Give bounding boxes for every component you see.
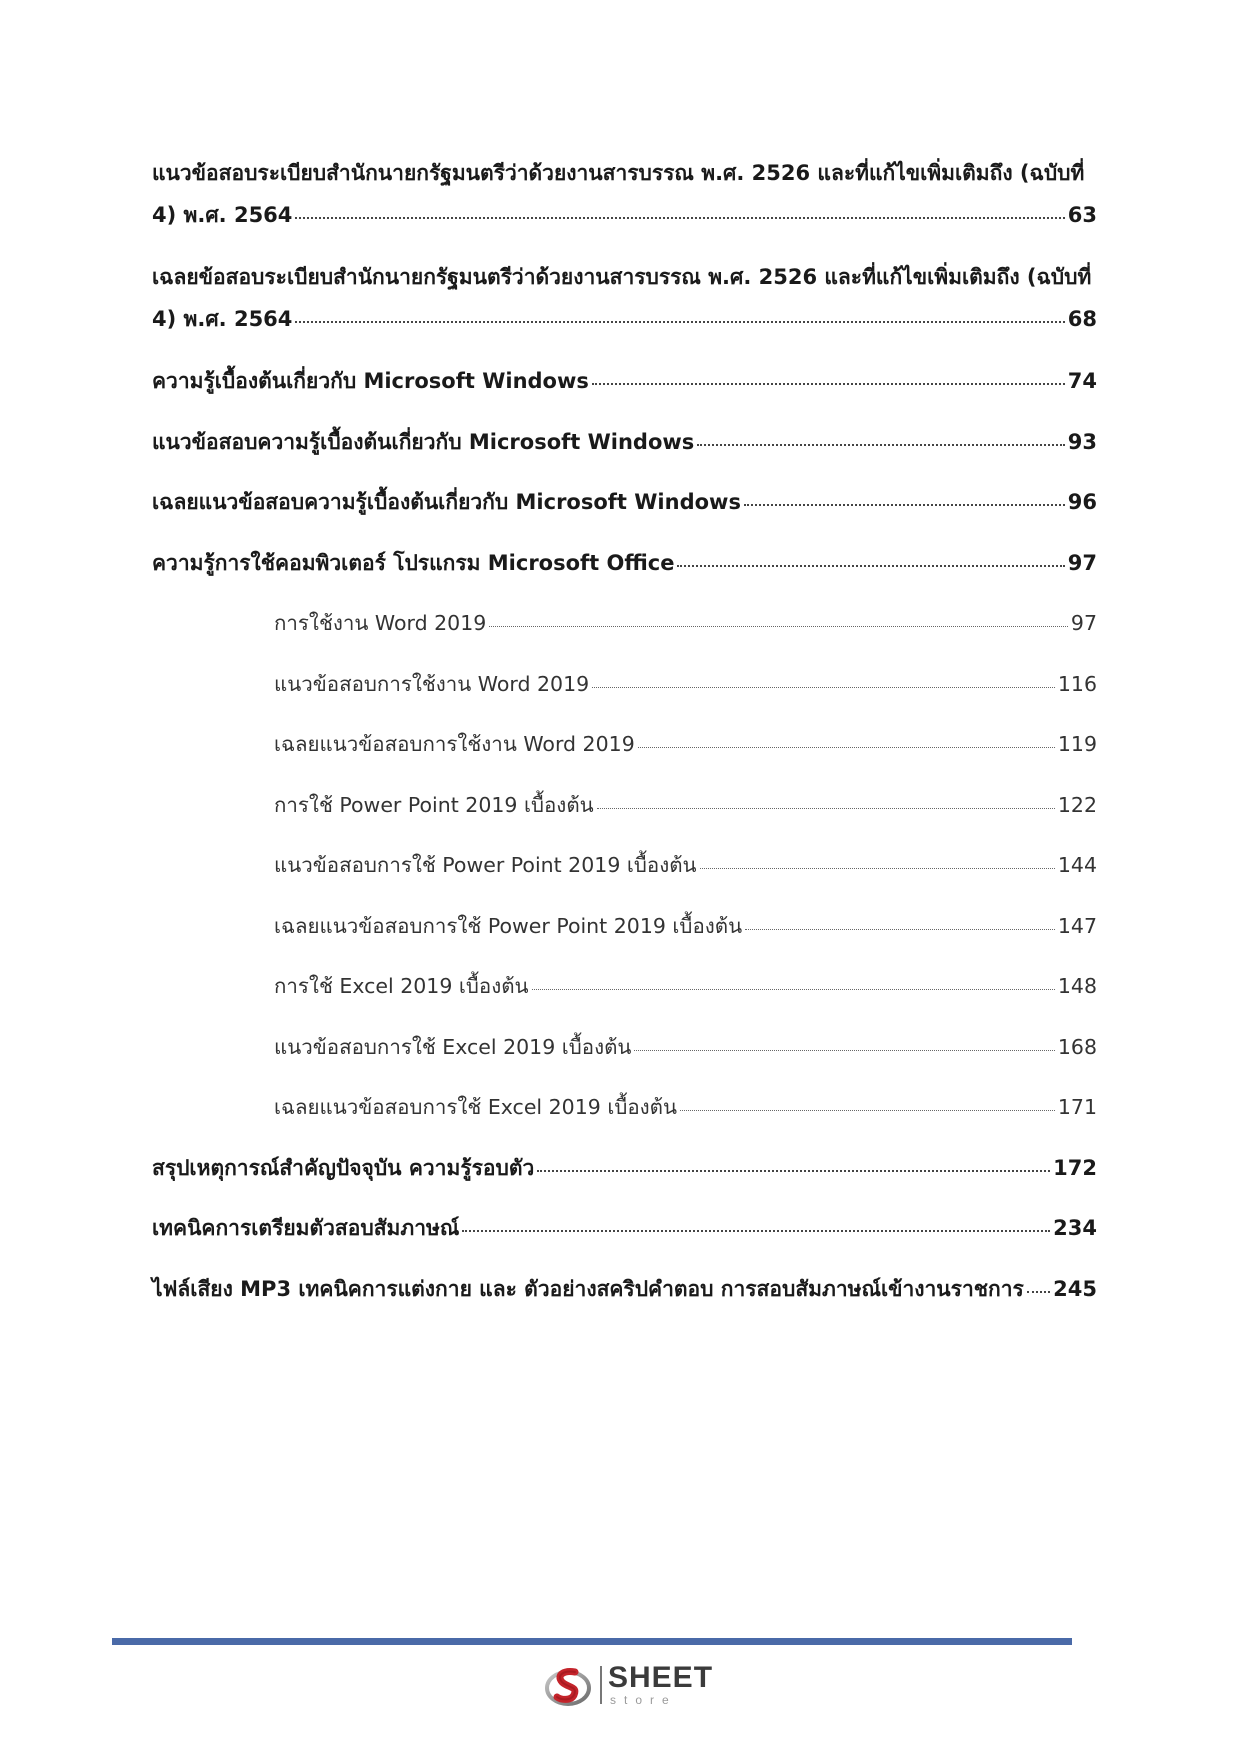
toc-subentry[interactable]: [274, 663, 1097, 705]
toc-entry[interactable]: [152, 481, 1097, 523]
toc-entry-title: ความรู้เบื้องต้นเกี่ยวกับ Microsoft Windows: [152, 369, 589, 393]
toc-entry[interactable]: [152, 1207, 1097, 1249]
toc-entry[interactable]: [152, 1268, 1097, 1310]
dot-leader: [677, 549, 1064, 570]
toc-page-number: 245: [1053, 1277, 1097, 1301]
dot-leader: [462, 1214, 1050, 1235]
toc-entry-title: เทคนิคการเตรียมตัวสอบสัมภาษณ์: [152, 1216, 460, 1240]
toc-entry-title: ความรู้การใช้คอมพิวเตอร์ โปรแกรม Microsoft Office: [152, 551, 675, 575]
dot-leader: [489, 610, 1068, 631]
dot-leader: [532, 973, 1055, 994]
toc-subentry[interactable]: [274, 1026, 1097, 1068]
toc-subentry-title: การใช้ Excel 2019 เบื้องต้น: [274, 974, 529, 998]
toc-page-number: 97: [1067, 551, 1097, 575]
toc-subentry-title: เฉลยแนวข้อสอบการใช้งาน Word 2019: [274, 732, 635, 756]
toc-page-number: 119: [1057, 732, 1097, 756]
sheet-store-logo: [544, 1660, 714, 1712]
dot-leader: [745, 913, 1055, 934]
dot-leader: [592, 367, 1065, 388]
toc-entry-title-line2: 4) พ.ศ. 2564: [152, 203, 293, 227]
toc-page-number: 63: [1067, 203, 1097, 227]
toc-page-number: 97: [1070, 611, 1097, 635]
toc-entry-title: ไฟล์เสียง MP3 เทคนิคการแต่งกาย และ ตัวอย่างสคริปคำตอบ การสอบสัมภาษณ์เข้างานราชการ: [152, 1277, 1024, 1301]
dot-leader: [634, 1034, 1054, 1055]
dot-leader: [537, 1154, 1050, 1175]
toc-page-number: 234: [1053, 1216, 1097, 1240]
toc-page-number: 168: [1057, 1035, 1097, 1059]
toc-subentry[interactable]: [274, 602, 1097, 644]
dot-leader: [295, 305, 1064, 326]
toc-entry[interactable]: [152, 360, 1097, 402]
toc-subentry[interactable]: [274, 965, 1097, 1007]
toc-page-number: 68: [1067, 307, 1097, 331]
toc-subentry-title: แนวข้อสอบการใช้ Power Point 2019 เบื้องต้น: [274, 853, 697, 877]
toc-page-number: 171: [1057, 1095, 1097, 1119]
toc-entry[interactable]: [152, 421, 1097, 463]
toc-entry-title: สรุปเหตุการณ์สำคัญปัจจุบัน ความรู้รอบตัว: [152, 1156, 535, 1180]
logo-wordmark: SHEET: [608, 1661, 714, 1694]
sheet-logo-icon: [544, 1662, 592, 1710]
toc-subentry-title: เฉลยแนวข้อสอบการใช้ Excel 2019 เบื้องต้น: [274, 1095, 677, 1119]
toc-page-number: 96: [1067, 490, 1097, 514]
toc-entry[interactable]: [152, 542, 1097, 584]
toc-subentry-title: การใช้ Power Point 2019 เบื้องต้น: [274, 793, 594, 817]
toc-subentry[interactable]: [274, 905, 1097, 947]
toc-entry-title-line1: เฉลยข้อสอบระเบียบสำนักนายกรัฐมนตรีว่าด้วยงานสารบรรณ พ.ศ. 2526 และที่แก้ไขเพิ่มเติมถึง (ฉบับที่: [152, 265, 1092, 289]
dot-leader: [597, 792, 1055, 813]
logo-subtext: store: [610, 1693, 677, 1707]
toc-subentry-title: เฉลยแนวข้อสอบการใช้ Power Point 2019 เบื้องต้น: [274, 914, 743, 938]
dot-leader: [744, 488, 1065, 509]
dot-leader: [1027, 1275, 1050, 1296]
dot-leader: [680, 1094, 1055, 1115]
dot-leader: [697, 428, 1064, 449]
toc-entry[interactable]: [152, 1147, 1097, 1189]
toc-entry-title: แนวข้อสอบความรู้เบื้องต้นเกี่ยวกับ Microsoft Windows: [152, 430, 695, 454]
toc-page-number: 116: [1057, 672, 1097, 696]
toc-subentry[interactable]: [274, 844, 1097, 886]
footer-rule: [112, 1638, 1072, 1645]
toc-page-number: 122: [1057, 793, 1097, 817]
toc-entry-title-line1: แนวข้อสอบระเบียบสำนักนายกรัฐมนตรีว่าด้วยงานสารบรรณ พ.ศ. 2526 และที่แก้ไขเพิ่มเติมถึง (ฉบับที่: [152, 161, 1085, 185]
toc-subentry[interactable]: [274, 1086, 1097, 1128]
toc-entry[interactable]: [152, 152, 1097, 236]
toc-entry-title-line2: 4) พ.ศ. 2564: [152, 307, 293, 331]
dot-leader: [295, 201, 1064, 222]
dot-leader: [700, 852, 1055, 873]
toc-subentry[interactable]: [274, 784, 1097, 826]
toc-subentry-title: แนวข้อสอบการใช้งาน Word 2019: [274, 672, 590, 696]
toc-subentry-title: การใช้งาน Word 2019: [274, 611, 487, 635]
toc-page-number: 172: [1053, 1156, 1097, 1180]
logo-separator: [600, 1666, 602, 1704]
toc-page-number: 93: [1067, 430, 1097, 454]
toc-entry[interactable]: [152, 256, 1097, 340]
dot-leader: [592, 671, 1055, 692]
toc-page-number: 74: [1067, 369, 1097, 393]
dot-leader: [638, 731, 1055, 752]
toc-subentry[interactable]: [274, 723, 1097, 765]
toc-page-number: 148: [1057, 974, 1097, 998]
toc-page-number: 147: [1057, 914, 1097, 938]
toc-entry-title: เฉลยแนวข้อสอบความรู้เบื้องต้นเกี่ยวกับ Microsoft Windows: [152, 490, 741, 514]
toc-page-number: 144: [1057, 853, 1097, 877]
toc-subentry-title: แนวข้อสอบการใช้ Excel 2019 เบื้องต้น: [274, 1035, 632, 1059]
